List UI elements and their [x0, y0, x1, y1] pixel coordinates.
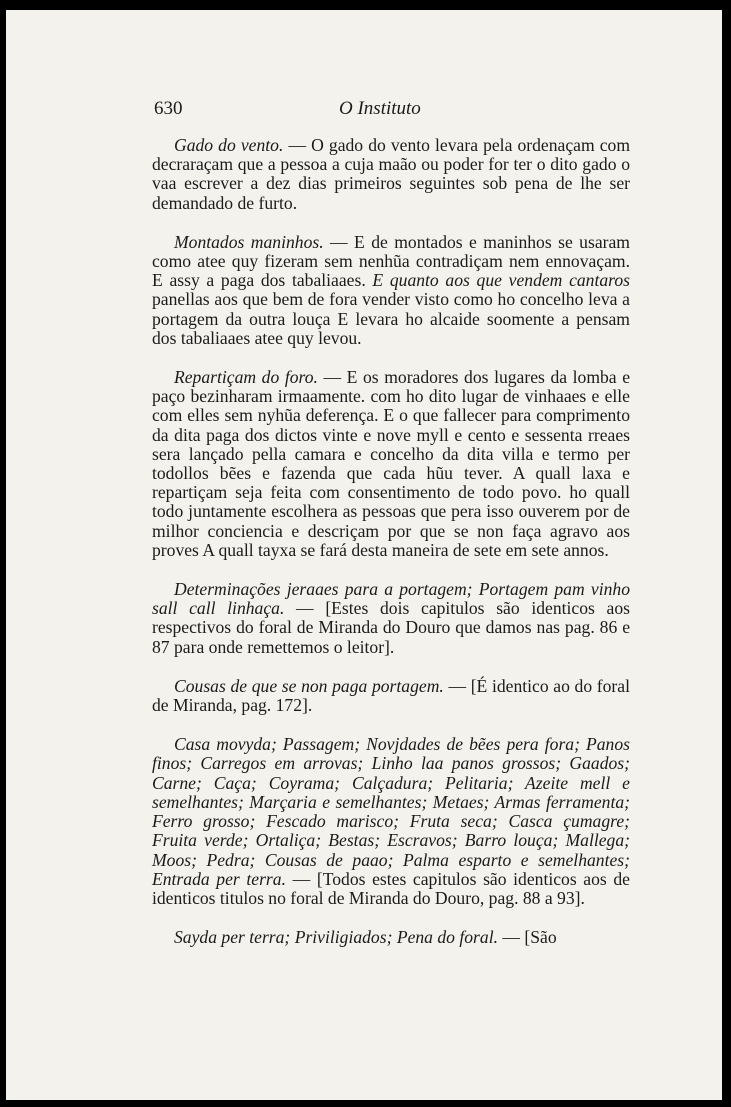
paragraph-gado-do-vento [152, 136, 630, 213]
book-page [6, 10, 722, 1100]
paragraph-sayda-per-terra [152, 928, 630, 947]
paragraph-heading: Sayda per terra; Priviligiados; Pena do foral. [174, 927, 498, 948]
paragraph-heading: Cousas de que se non paga portagem. [174, 675, 444, 696]
paragraph-heading: Repartiçam do foro. [174, 367, 318, 388]
paragraph-reparticam-do-foro [152, 368, 630, 560]
paragraph-cousas-de-que-se-non-paga [152, 677, 630, 715]
em-dash: — [323, 231, 355, 252]
paragraph-montados-maninhos [152, 233, 630, 348]
paragraph-heading: Determinações jeraaes para a portagem; Portagem pam vinho sall call linhaça. [152, 579, 630, 619]
paragraph-heading: Montados maninhos. [174, 231, 324, 252]
paragraph-determinacoes-jeraaes [152, 580, 630, 657]
paragraph-heading: Gado do vento. [174, 135, 284, 155]
paragraph-text: E os moradores dos lugares da lomba e paço bezinharam irmaamente. com ho dito lugar de vinhaaes e elle com elles sem nyhũa deferença. E o que fallecer para comprimento da dita paga dos dictos vinte e nove myll e cento e sessenta rreaes sera lançado pella camara e concelho da dita villa e termo per todollos bẽes e fazenda que cada hũu tever. A quall laxa e repartiçam seja feita com consentimento de todo povo. ho quall todo juntamente escolhera as pessoas que pera isso ouverem por de milhor conciencia e descriçam por que se non faça agravo aos proves A quall tayxa se fará desta maneira de sete em sete annos. [152, 367, 630, 560]
paragraph-text: [Todos estes capitulos são identicos aos de identicos titulos no foral de Miranda do Douro, pag. 88 a 93]. [152, 868, 630, 908]
paragraph-heading-list: Casa movyda; Passagem; Novjdades de bẽes pera fora; Panos finos; Carregos em arrovas; Linho laa panos grossos; Gaados; Carne; Caça; Coyrama; Calçadura; Pelitaria; Azeite mell e semelhantes; Marçaria e semelhantes; Metaes; Armas ferramenta; Ferro grosso; Fescado marisco; Fruta seca; Casca çumagre; Fruita verde; Ortaliça; Bestas; Escravos; Barro louça; Mallega; Moos; Pedra; Cousas de paao; Palma esparto e semelhantes; Entrada per terra. [152, 734, 630, 889]
running-title: O Instituto [339, 98, 421, 119]
body-text [152, 136, 630, 967]
paragraph-text-continued: panellas aos que bem de fora vender visto como ho concelho leva a portagem da outra louça E levara ho alcaide soomente a pensam dos tabaliaaes atee quy levou. [152, 289, 630, 348]
paragraph-text: [Estes dois capitulos são identicos aos respectivos do foral de Miranda do Douro que damos nas pag. 86 e 87 para onde remettemos o leitor]. [152, 598, 630, 657]
em-dash: — [285, 868, 317, 889]
paragraph-text: [É identico ao do foral de Miranda, pag. 172]. [152, 675, 630, 716]
em-dash: — [317, 367, 347, 388]
em-dash: — [497, 927, 525, 948]
paragraph-text: [São [524, 927, 557, 948]
paragraph-italic-phrase: E quanto aos que vendem cantaros [372, 270, 630, 291]
em-dash: — [284, 598, 326, 619]
paragraph-text: O gado do vento levara pela ordenaçam com decraraçam que a pessoa a cuja maão ou poder for ter o dito gado o vaa escrever a dez dias primeiros seguintes sob pena de lhe ser demandado de furto. [152, 135, 630, 213]
em-dash: — [283, 135, 312, 155]
paragraph-casa-movyda-list [152, 735, 630, 908]
paragraph-text: E de montados e maninhos se usaram como atee quy fizeram sem nenhũa contradiçam nem ennovaçam. E assy a paga dos tabaliaaes. [152, 231, 630, 291]
page-header [154, 98, 634, 122]
em-dash: — [443, 675, 471, 696]
page-number: 630 [154, 98, 183, 119]
